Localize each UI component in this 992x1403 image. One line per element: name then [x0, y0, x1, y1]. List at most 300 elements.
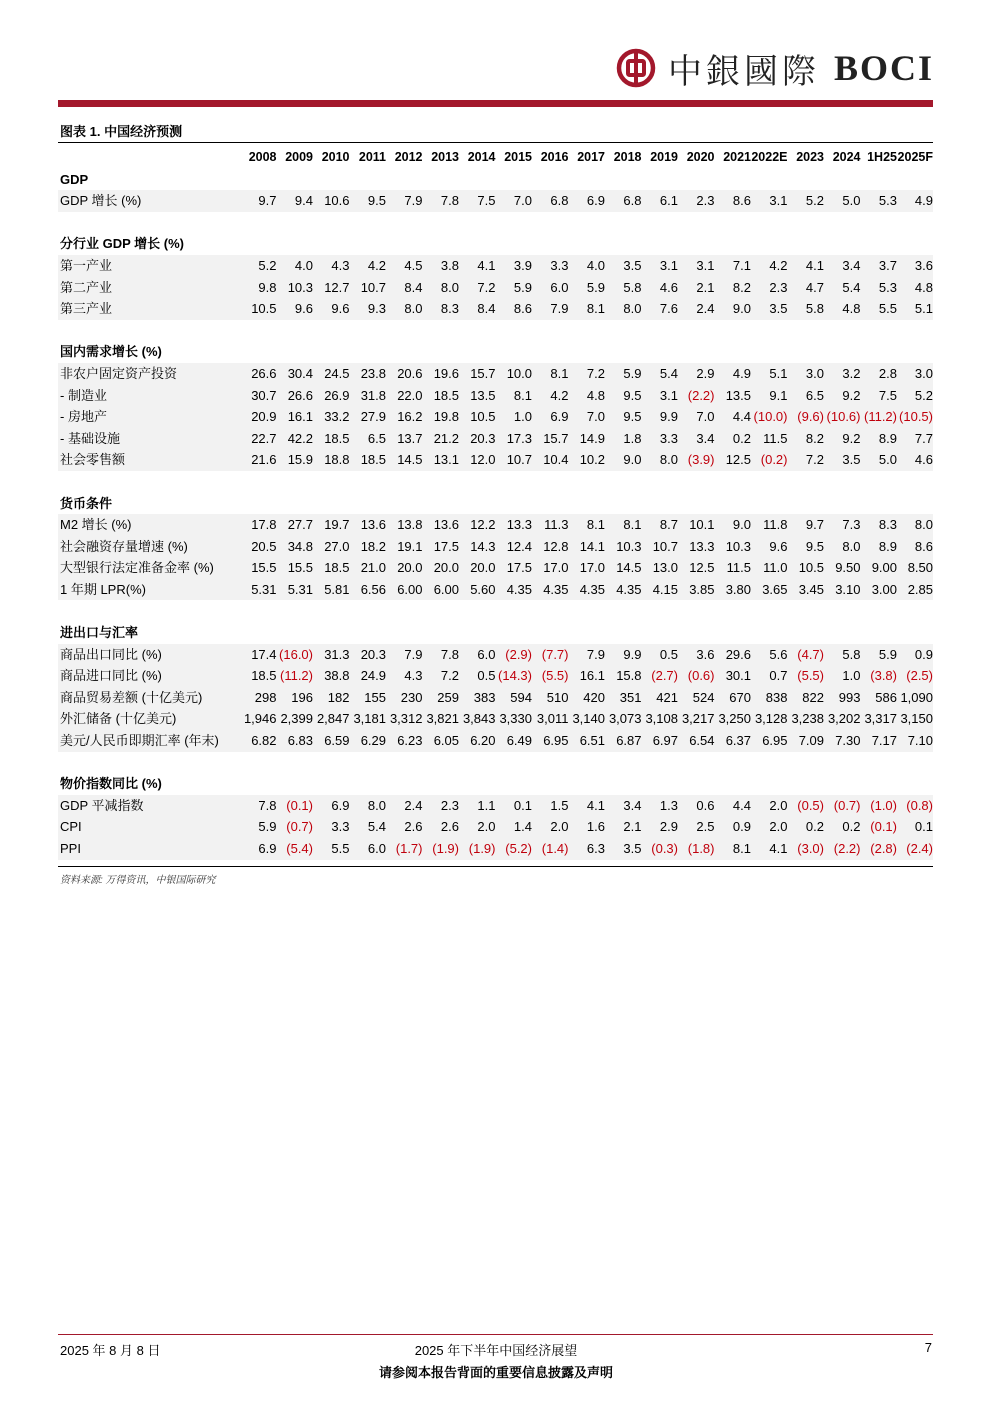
value-cell: 594 — [496, 687, 533, 709]
year-header: 2010 — [321, 150, 350, 164]
value-cell: 298 — [240, 687, 277, 709]
value-cell: 3,843 — [459, 708, 496, 730]
value-cell: 19.7 — [313, 514, 350, 536]
section-title-row — [58, 493, 933, 515]
value-cell: 15.7 — [532, 428, 569, 450]
value-cell: 3.4 — [824, 255, 861, 277]
value-cell: 14.5 — [386, 449, 423, 471]
row-label: 社会融资存量增速 (%) — [58, 536, 240, 558]
value-cell: 9.0 — [715, 514, 752, 536]
value-cell: 7.09 — [788, 730, 825, 752]
value-cell: (5.5) — [532, 665, 569, 687]
figure-title: 图表 1. 中国经济预测 — [60, 124, 183, 139]
value-cell: 5.8 — [824, 644, 861, 666]
value-cell: 5.1 — [751, 363, 788, 385]
value-cell: 7.30 — [824, 730, 861, 752]
value-cell: 2.85 — [897, 579, 933, 601]
value-cell: 3,150 — [897, 708, 933, 730]
value-cell: 5.2 — [240, 255, 277, 277]
value-cell: 4.2 — [350, 255, 387, 277]
value-cell: 0.6 — [678, 795, 715, 817]
value-cell: 9.1 — [751, 385, 788, 407]
value-cell: 7.8 — [240, 795, 277, 817]
value-cell: 19.6 — [423, 363, 460, 385]
value-cell: 9.9 — [642, 406, 679, 428]
value-cell: 6.9 — [240, 838, 277, 860]
value-cell: 5.60 — [459, 579, 496, 601]
section-title: 国内需求增长 (%) — [60, 344, 162, 360]
value-cell: 8.0 — [423, 277, 460, 299]
value-cell: 18.5 — [350, 449, 387, 471]
value-cell: 30.7 — [240, 385, 277, 407]
year-header: 2017 — [577, 150, 605, 164]
value-cell: 6.29 — [350, 730, 387, 752]
value-cell: 196 — [277, 687, 314, 709]
value-cell: 18.8 — [313, 449, 350, 471]
value-cell: 13.0 — [642, 557, 679, 579]
value-cell: (5.4) — [277, 838, 314, 860]
value-cell: 7.0 — [496, 190, 533, 212]
value-cell: 2.0 — [751, 795, 788, 817]
value-cell: (10.0) — [751, 406, 788, 428]
value-cell: 6.0 — [459, 644, 496, 666]
value-cell: 14.3 — [459, 536, 496, 558]
value-cell: 5.9 — [569, 277, 606, 299]
value-cell: 7.0 — [678, 406, 715, 428]
value-cell: 5.81 — [313, 579, 350, 601]
value-cell: 3,073 — [605, 708, 642, 730]
value-cell: 8.1 — [532, 363, 569, 385]
value-cell: 20.0 — [386, 557, 423, 579]
value-cell: 6.37 — [715, 730, 752, 752]
value-cell: 15.5 — [240, 557, 277, 579]
value-cell: 8.2 — [788, 428, 825, 450]
value-cell: 4.35 — [605, 579, 642, 601]
value-cell: 10.7 — [350, 277, 387, 299]
value-cell: 12.2 — [459, 514, 496, 536]
row-label: GDP 平减指数 — [58, 795, 240, 817]
section-spacer — [58, 752, 933, 774]
value-cell: (1.0) — [861, 795, 898, 817]
value-cell: (10.6) — [824, 406, 861, 428]
value-cell: 8.3 — [861, 514, 898, 536]
value-cell: 1.3 — [642, 795, 679, 817]
value-cell: 8.6 — [715, 190, 752, 212]
value-cell: 7.5 — [459, 190, 496, 212]
value-cell: 11.3 — [532, 514, 569, 536]
value-cell: 9.8 — [240, 277, 277, 299]
value-cell: 3,821 — [423, 708, 460, 730]
table-body — [58, 169, 933, 860]
value-cell: 6.8 — [605, 190, 642, 212]
value-cell: 838 — [751, 687, 788, 709]
value-cell: 8.3 — [423, 298, 460, 320]
year-header: 2019 — [650, 150, 678, 164]
value-cell: 26.6 — [240, 363, 277, 385]
value-cell: 9.7 — [788, 514, 825, 536]
value-cell: 6.95 — [751, 730, 788, 752]
value-cell: 9.6 — [313, 298, 350, 320]
value-cell: 6.59 — [313, 730, 350, 752]
value-cell: 5.3 — [861, 190, 898, 212]
value-cell: 6.51 — [569, 730, 606, 752]
row-label: - 房地产 — [58, 406, 240, 428]
value-cell: 0.7 — [751, 665, 788, 687]
section-title-row — [58, 341, 933, 363]
value-cell: 6.00 — [386, 579, 423, 601]
value-cell: 6.5 — [788, 385, 825, 407]
value-cell: 510 — [532, 687, 569, 709]
value-cell: (9.6) — [788, 406, 825, 428]
value-cell: (3.9) — [678, 449, 715, 471]
year-header: 2022E — [751, 150, 788, 164]
value-cell: 3.1 — [642, 255, 679, 277]
value-cell: 8.0 — [824, 536, 861, 558]
value-cell: 9.5 — [605, 406, 642, 428]
value-cell: 5.4 — [642, 363, 679, 385]
value-cell: 8.1 — [496, 385, 533, 407]
value-cell: 26.6 — [277, 385, 314, 407]
value-cell: 8.4 — [386, 277, 423, 299]
table-header — [58, 147, 933, 169]
value-cell: (0.3) — [642, 838, 679, 860]
value-cell: 4.7 — [788, 277, 825, 299]
value-cell: 1,090 — [897, 687, 933, 709]
row-label: 大型银行法定准备金率 (%) — [58, 557, 240, 579]
value-cell: 4.0 — [569, 255, 606, 277]
value-cell: 16.2 — [386, 406, 423, 428]
value-cell: 6.54 — [678, 730, 715, 752]
value-cell: 3.10 — [824, 579, 861, 601]
value-cell: 670 — [715, 687, 752, 709]
boci-logo — [616, 44, 934, 92]
value-cell: 2.0 — [532, 816, 569, 838]
value-cell: 1.1 — [459, 795, 496, 817]
value-cell: (0.7) — [824, 795, 861, 817]
value-cell: 4.2 — [532, 385, 569, 407]
year-header: 2009 — [285, 150, 313, 164]
value-cell: 4.9 — [897, 190, 933, 212]
value-cell: 4.0 — [277, 255, 314, 277]
value-cell: 10.7 — [642, 536, 679, 558]
section-title: 货币条件 — [60, 495, 113, 511]
value-cell: 9.6 — [751, 536, 788, 558]
value-cell: 3.5 — [751, 298, 788, 320]
value-cell: 14.9 — [569, 428, 606, 450]
value-cell: 8.0 — [605, 298, 642, 320]
value-cell: 3.0 — [897, 363, 933, 385]
value-cell: (2.8) — [861, 838, 898, 860]
value-cell: 586 — [861, 687, 898, 709]
table-row — [58, 687, 933, 709]
value-cell: 5.2 — [788, 190, 825, 212]
value-cell: 8.1 — [715, 838, 752, 860]
value-cell: 17.0 — [532, 557, 569, 579]
value-cell: (0.7) — [277, 816, 314, 838]
value-cell: (1.4) — [532, 838, 569, 860]
value-cell: 4.3 — [386, 665, 423, 687]
value-cell: 10.6 — [313, 190, 350, 212]
value-cell: (11.2) — [277, 665, 314, 687]
value-cell: 2.6 — [386, 816, 423, 838]
value-cell: 3.00 — [861, 579, 898, 601]
value-cell: 5.5 — [861, 298, 898, 320]
value-cell: 3.8 — [423, 255, 460, 277]
value-cell: 2,847 — [313, 708, 350, 730]
value-cell: 42.2 — [277, 428, 314, 450]
value-cell: 4.6 — [642, 277, 679, 299]
year-header: 2024 — [832, 150, 861, 164]
value-cell: 7.9 — [569, 644, 606, 666]
value-cell: 4.35 — [532, 579, 569, 601]
value-cell: 3.9 — [496, 255, 533, 277]
value-cell: 4.5 — [386, 255, 423, 277]
value-cell: (0.1) — [861, 816, 898, 838]
value-cell: 3,140 — [569, 708, 606, 730]
value-cell: 3.1 — [678, 255, 715, 277]
value-cell: 4.9 — [715, 363, 752, 385]
value-cell: 0.1 — [496, 795, 533, 817]
value-cell: (2.4) — [897, 838, 933, 860]
table-row — [58, 838, 933, 860]
value-cell: 9.0 — [605, 449, 642, 471]
value-cell: 17.4 — [240, 644, 277, 666]
bank-of-china-logo-icon — [616, 48, 656, 88]
value-cell: 19.8 — [423, 406, 460, 428]
value-cell: 0.2 — [715, 428, 752, 450]
value-cell: 7.9 — [532, 298, 569, 320]
value-cell: 13.1 — [423, 449, 460, 471]
value-cell: 7.9 — [386, 644, 423, 666]
value-cell: 2.8 — [861, 363, 898, 385]
value-cell: (1.9) — [459, 838, 496, 860]
value-cell: 3.4 — [678, 428, 715, 450]
value-cell: 18.2 — [350, 536, 387, 558]
row-label: 第一产业 — [58, 255, 240, 277]
table-row — [58, 514, 933, 536]
value-cell: 7.2 — [459, 277, 496, 299]
row-label: 1 年期 LPR(%) — [58, 579, 240, 601]
value-cell: 15.7 — [459, 363, 496, 385]
value-cell: 993 — [824, 687, 861, 709]
value-cell: 18.5 — [313, 557, 350, 579]
row-label: - 基础设施 — [58, 428, 240, 450]
value-cell: 0.9 — [715, 816, 752, 838]
value-cell: 19.1 — [386, 536, 423, 558]
value-cell: 5.4 — [350, 816, 387, 838]
value-cell: 2.6 — [423, 816, 460, 838]
table-row — [58, 536, 933, 558]
year-header: 2008 — [248, 150, 277, 164]
value-cell: 18.5 — [240, 665, 277, 687]
value-cell: 3.6 — [678, 644, 715, 666]
value-cell: 0.2 — [824, 816, 861, 838]
value-cell: 7.2 — [788, 449, 825, 471]
value-cell: 6.3 — [569, 838, 606, 860]
value-cell: 5.9 — [861, 644, 898, 666]
value-cell: 2.9 — [678, 363, 715, 385]
value-cell: 18.5 — [423, 385, 460, 407]
value-cell: 3,202 — [824, 708, 861, 730]
value-cell: (11.2) — [861, 406, 898, 428]
value-cell: 6.20 — [459, 730, 496, 752]
value-cell: 13.3 — [496, 514, 533, 536]
value-cell: (2.2) — [678, 385, 715, 407]
year-header: 2021 — [723, 150, 751, 164]
value-cell: 3,217 — [678, 708, 715, 730]
value-cell: 20.3 — [350, 644, 387, 666]
value-cell: 21.2 — [423, 428, 460, 450]
section-title-row — [58, 773, 933, 795]
value-cell: 9.2 — [824, 385, 861, 407]
value-cell: 24.9 — [350, 665, 387, 687]
value-cell: 10.4 — [532, 449, 569, 471]
value-cell: 8.7 — [642, 514, 679, 536]
value-cell: 3.2 — [824, 363, 861, 385]
value-cell: 10.0 — [496, 363, 533, 385]
value-cell: 17.8 — [240, 514, 277, 536]
row-label: 商品出口同比 (%) — [58, 644, 240, 666]
value-cell: 29.6 — [715, 644, 752, 666]
value-cell: 3.1 — [642, 385, 679, 407]
value-cell: (10.5) — [897, 406, 933, 428]
value-cell: 8.1 — [605, 514, 642, 536]
value-cell: (16.0) — [277, 644, 314, 666]
table-row — [58, 708, 933, 730]
value-cell: 4.3 — [313, 255, 350, 277]
value-cell: 38.8 — [313, 665, 350, 687]
value-cell: 7.17 — [861, 730, 898, 752]
value-cell: 0.5 — [459, 665, 496, 687]
value-cell: (0.5) — [788, 795, 825, 817]
value-cell: 3.85 — [678, 579, 715, 601]
value-cell: 3.5 — [605, 838, 642, 860]
table-row — [58, 644, 933, 666]
value-cell: 13.6 — [423, 514, 460, 536]
value-cell: 4.8 — [824, 298, 861, 320]
value-cell: 10.3 — [605, 536, 642, 558]
section-title: 分行业 GDP 增长 (%) — [60, 236, 184, 252]
value-cell: 20.0 — [423, 557, 460, 579]
value-cell: (1.8) — [678, 838, 715, 860]
value-cell: 7.8 — [423, 644, 460, 666]
value-cell: 3,011 — [532, 708, 569, 730]
value-cell: 10.2 — [569, 449, 606, 471]
value-cell: 3.0 — [788, 363, 825, 385]
value-cell: 34.8 — [277, 536, 314, 558]
value-cell: 8.0 — [642, 449, 679, 471]
value-cell: 12.4 — [496, 536, 533, 558]
value-cell: 27.9 — [350, 406, 387, 428]
value-cell: 11.5 — [751, 428, 788, 450]
value-cell: 15.5 — [277, 557, 314, 579]
value-cell: 12.8 — [532, 536, 569, 558]
value-cell: 9.2 — [824, 428, 861, 450]
value-cell: 4.1 — [788, 255, 825, 277]
value-cell: 2.3 — [423, 795, 460, 817]
value-cell: 10.7 — [496, 449, 533, 471]
value-cell: 2.5 — [678, 816, 715, 838]
value-cell: 9.5 — [350, 190, 387, 212]
value-cell: 11.8 — [751, 514, 788, 536]
value-cell: 15.9 — [277, 449, 314, 471]
value-cell: 3,250 — [715, 708, 752, 730]
value-cell: 7.1 — [715, 255, 752, 277]
value-cell: 1.4 — [496, 816, 533, 838]
value-cell: 4.6 — [897, 449, 933, 471]
value-cell: (0.1) — [277, 795, 314, 817]
year-header: 2016 — [540, 150, 569, 164]
value-cell: 5.2 — [897, 385, 933, 407]
value-cell: (3.0) — [788, 838, 825, 860]
row-label: 商品进口同比 (%) — [58, 665, 240, 687]
value-cell: 3,238 — [788, 708, 825, 730]
value-cell: 26.9 — [313, 385, 350, 407]
section-spacer — [58, 600, 933, 622]
value-cell: (2.5) — [897, 665, 933, 687]
value-cell: 30.4 — [277, 363, 314, 385]
page-number: 7 — [924, 1340, 932, 1355]
value-cell: 3.7 — [861, 255, 898, 277]
year-header: 2015 — [504, 150, 532, 164]
value-cell: 5.3 — [861, 277, 898, 299]
value-cell: 6.82 — [240, 730, 277, 752]
value-cell: 12.0 — [459, 449, 496, 471]
value-cell: 1.6 — [569, 816, 606, 838]
value-cell: 6.8 — [532, 190, 569, 212]
value-cell: 17.3 — [496, 428, 533, 450]
value-cell: 8.0 — [897, 514, 933, 536]
value-cell: (3.8) — [861, 665, 898, 687]
row-label: 第二产业 — [58, 277, 240, 299]
value-cell: (0.2) — [751, 449, 788, 471]
section-title-row — [58, 169, 933, 191]
value-cell: 822 — [788, 687, 825, 709]
value-cell: 14.5 — [605, 557, 642, 579]
value-cell: 7.0 — [569, 406, 606, 428]
logo-chinese-text: 中銀國際 — [667, 51, 820, 92]
value-cell: 3,312 — [386, 708, 423, 730]
value-cell: 3.5 — [605, 255, 642, 277]
value-cell: 6.0 — [532, 277, 569, 299]
value-cell: 3.45 — [788, 579, 825, 601]
value-cell: 3,330 — [496, 708, 533, 730]
value-cell: 16.1 — [569, 665, 606, 687]
value-cell: 6.23 — [386, 730, 423, 752]
row-label: CPI — [58, 816, 240, 838]
value-cell: 5.31 — [240, 579, 277, 601]
value-cell: 9.50 — [824, 557, 861, 579]
value-cell: 0.5 — [642, 644, 679, 666]
value-cell: 15.8 — [605, 665, 642, 687]
forecast-table — [58, 147, 933, 860]
value-cell: 31.8 — [350, 385, 387, 407]
value-cell: 31.3 — [313, 644, 350, 666]
value-cell: 22.7 — [240, 428, 277, 450]
value-cell: 0.9 — [897, 644, 933, 666]
value-cell: 12.5 — [715, 449, 752, 471]
value-cell: 4.8 — [569, 385, 606, 407]
value-cell: 1,946 — [240, 708, 277, 730]
value-cell: 13.7 — [386, 428, 423, 450]
source-note: 资料来源: 万得资讯，中银国际研究 — [60, 875, 216, 886]
value-cell: 3.65 — [751, 579, 788, 601]
value-cell: 13.5 — [715, 385, 752, 407]
table-row — [58, 428, 933, 450]
row-label: 社会零售额 — [58, 449, 240, 471]
value-cell: 2.4 — [386, 795, 423, 817]
value-cell: 2.3 — [751, 277, 788, 299]
